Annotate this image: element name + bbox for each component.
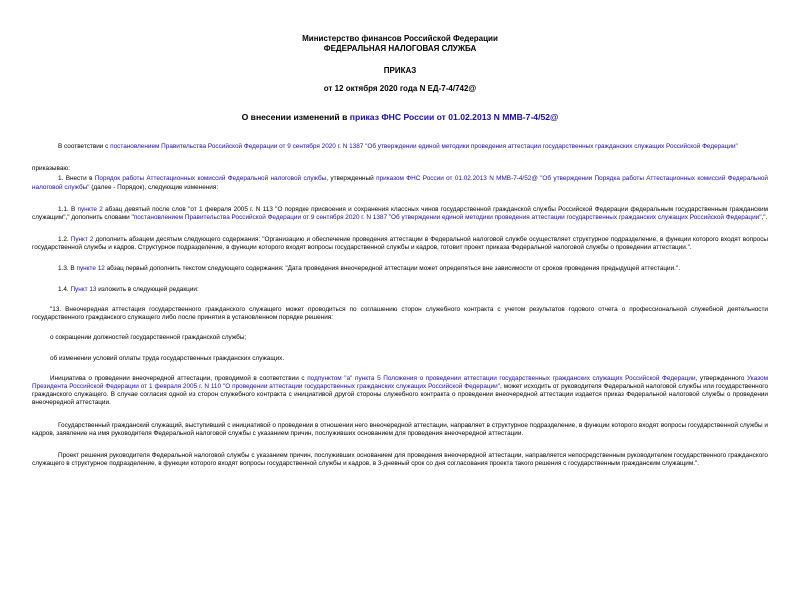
p11-pre: 1.1. В — [58, 205, 78, 213]
point-13-link[interactable]: Пункт 13 — [70, 285, 97, 293]
ministry-name: Министерство финансов Российской Федерации — [302, 34, 498, 43]
p11-post: ,". — [761, 214, 768, 222]
init-post: , может исходить от руководителя Федеральной налоговой службы или государственного гражданского служащего. В случае согласия одной из сторон служебного контракта с инициативой другой стороны служебного контракта о проведении внеочередной аттестации издается приказ Федеральной налоговой службы о проведении внеочередной аттестации. — [32, 383, 768, 407]
document-date-number: от 12 октября 2020 года N ЕД-7-4/742@ — [323, 84, 477, 93]
subject-prefix: О внесении изменений в — [241, 112, 350, 122]
point-12-link[interactable]: пункте 12 — [76, 264, 105, 272]
document-subject — [32, 112, 768, 122]
paragraph-1 — [32, 175, 768, 191]
subject-order-link[interactable]: приказ ФНС России от 01.02.2013 N ММВ-7-4/52@ — [349, 112, 559, 122]
p1-pre: 1. Внести в — [58, 175, 95, 183]
p14-pre: 1.4. — [58, 285, 71, 293]
p12-post: дополнить абзацем десятым следующего содержания: "Организацию и обеспечение проведения аттестации в Федеральной налоговой службе осуществляет структурное подразделение, в функции которого входят вопросы государственной службы и кадров. Структурное подразделение, в функции которого входят вопросы государственной службы и кадров, готовит проект приказа Федеральной налоговой службы о проведении аттестации.". — [32, 236, 768, 252]
intro-pre: В соответствии с — [58, 143, 111, 150]
procedure-link[interactable]: Порядок работы Аттестационных комиссий Федеральной налоговой службы — [94, 175, 327, 183]
intro-paragraph — [32, 143, 768, 151]
point-2-link[interactable]: пункте 2 — [77, 205, 103, 213]
init-mid: , утвержденного — [695, 374, 748, 382]
paragraph-1-1 — [32, 206, 768, 222]
employee-paragraph: Государственный гражданский служащий, выступивший с инициативой о проведении в отношении него внеочередной аттестации, направляет в структурное подразделение, в функции которого входят вопросы государственной службы и кадров, заявление на имя руководителя Федеральной налоговой службы с указанием причин, послуживших основанием для проведения внеочередной аттестации. — [32, 421, 768, 437]
p1-post: (далее - Порядок), следующие изменения: — [89, 183, 219, 191]
government-decree-link[interactable]: постановлением Правительства Российской Федерации от 9 сентября 2020 г. N 1387 "Об утверждении единой методики проведения аттестации государственных гражданских служащих Российской Федерации" — [110, 143, 738, 150]
p13-post: абзац первый дополнить текстом следующего содержания: "Дата проведения внеочередной аттестации может определяться вне зависимости от сроков проведения предыдущей аттестации.". — [104, 264, 680, 272]
reason-staff-reduction: о сокращении должностей государственной гражданской службы; — [50, 334, 247, 342]
new-point-13: "13. Внеочередная аттестация государственного гражданского служащего может проводиться по соглашению сторон служебного контракта с учетом результатов годового отчета о профессиональной служебной деятельности государственного гражданского служащего либо после принятия в установленном порядке решения: — [32, 306, 768, 322]
document-type: ПРИКАЗ — [383, 66, 417, 75]
p11-mid: абзац девятый после слов "от 1 февраля 2005 г. N 113 "О порядке присвоения и сохранения классных чинов государственной гражданской службы Российской Федерации федеральным государственным гражданским служащим"," дополнить словами " — [32, 205, 768, 222]
point-2-link-b[interactable]: Пункт 2 — [70, 236, 94, 244]
prikazyvayu: приказываю: — [32, 165, 70, 173]
init-pre: Инициатива о проведении внеочередной аттестации, проводимой в соответствии с — [50, 374, 308, 382]
p1-mid: , утвержденный — [326, 175, 377, 183]
initiative-paragraph — [32, 375, 768, 408]
p12-pre: 1.2. — [58, 236, 71, 244]
paragraph-1-2 — [32, 236, 768, 252]
service-name: ФЕДЕРАЛЬНАЯ НАЛОГОВАЯ СЛУЖБА — [323, 44, 477, 53]
document-page — [0, 34, 807, 605]
p14-post: изложить в следующей редакции: — [96, 285, 199, 293]
draft-decision-paragraph: Проект решения руководителя Федеральной налоговой службы с указанием причин, послуживших основанием для проведения внеочередной аттестации, направляется непосредственным руководителем государственного гражданского служащего в структурное подразделение, в функции которого входят вопросы государственной службы и кадров, в 3-дневный срок со дня согласования проекта такого решения с государственным гражданским служащим.". — [32, 452, 768, 468]
paragraph-1-4 — [32, 286, 768, 294]
fns-order-link[interactable]: приказом ФНС России от 01.02.2013 N ММВ-7-4/52@ "Об утверждении Порядка работы Аттестационных комиссий Федеральной налоговой службы" — [32, 175, 768, 191]
presidential-decree-link[interactable]: Указом Президента Российской Федерации от 1 февраля 2005 г. N 110 "О проведении аттестации государственных гражданских служащих Российской Федерации" — [32, 374, 769, 391]
subpoint-a-link[interactable]: подпунктом "а" пункта 5 Положения о проведении аттестации государственных гражданских служащих Российской Федерации — [307, 374, 696, 382]
reason-pay-conditions: об изменении условий оплаты труда государственных гражданских служащих. — [50, 354, 285, 362]
paragraph-1-3 — [32, 265, 768, 273]
p13-pre: 1.3. В — [58, 264, 77, 272]
decree-1387-link[interactable]: постановлением Правительства Российской Федерации от 9 сентября 2020 г. N 1387 "Об утверждении единой методики проведения аттестации государственных гражданских служащих Российской Федерации" — [133, 214, 762, 222]
